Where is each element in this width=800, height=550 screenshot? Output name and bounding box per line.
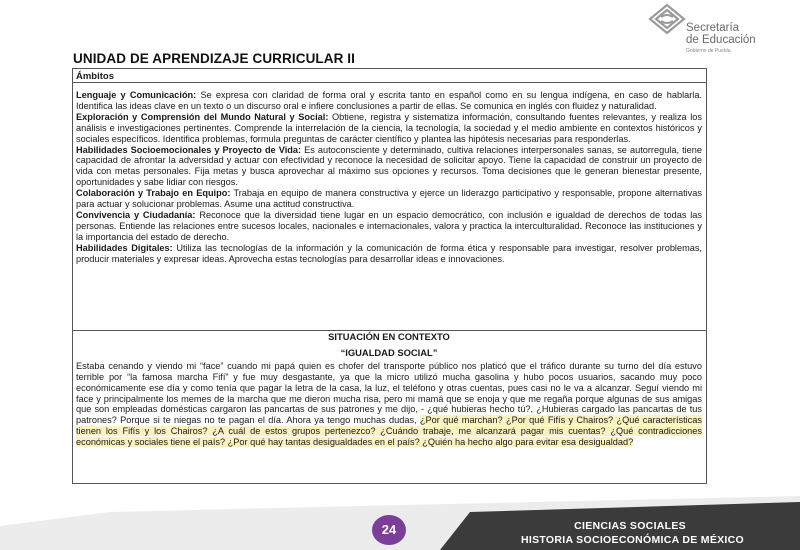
questions-intro: Ahora ya tengo muchas dudas, [286,415,420,426]
context-story: Estaba cenando y viendo mi “face” cuando mi papá quien es chofer del transporte público nos platicó que el tráfico durante su turno del día estuvo terrible por “la famosa marcha Fifí” y fue muy desgastante, ya que la micro utilizó mucha gasolina y hubo pocos usuarios, sacando muy poco económicamente ese día y como tenía que pagar la letra de la casa, la luz, el teléfono y otras cuentas, pues casi no le va a alcanzar. Seguí viendo mi face y principalmente los memes de la marcha que me dieron mucha risa, pero mi mamá que se enoja y que me regaña porque algunas de sus amigas que son empleadas domésticas cargaron las pancartas de sus patrones y me dijo, - ¿qué hubieras hecho tú?, ¿Hubieras cargado las pancartas de tus patrones? Porque si te niegas no te pagan el día. Ahora ya tengo muchas dudas, ¿Por qué marchan? ¿Por qué Fifís y Chairos? ¿Qué características tienen los Fifís y los Chairos? ¿A cuál de estos grupos pertenezco? ¿Cuándo trabaje, me alcanzará pagar mis cuentas? ¿Qué contradicciones económicas y sociales tiene el país? ¿Por qué hay tantas desigualdades en el país? ¿Quién ha hecho algo para evitar esa desigualdad? [76,360,702,448]
unit-title: UNIDAD DE APRENDIZAJE CURRICULAR II [73,51,356,66]
ambito-item: Colaboración y Trabajo en Equipo: Trabaja en equipo de manera constructiva y ejerce un liderazgo participativo y responsable, propone alternativas para actuar y solucionar problemas. Asume una actitud constructiva. [76,188,702,210]
questions-highlight: ¿Por qué marchan? ¿Por qué Fifís y Chairos? ¿Qué características tienen los Fifís y los Chairos? ¿A cuál de estos grupos pertenezco? ¿Cuándo trabaje, me alcanzará pagar mis cuentas? ¿Qué contradicciones económicas y sociales tiene el país? ¿Por qué hay tantas desigualdades en el país? ¿Quién ha hecho algo para evitar esa desigualdad? [76,415,702,448]
secretaria-logo-icon [646,2,688,36]
context-title: SITUACIÓN EN CONTEXTO [328,331,450,342]
ambito-item: Convivencia y Ciudadanía: Reconoce que la diversidad tiene lugar en un espacio democrático, con inclusión e igualdad de derechos de todas las personas. Entiende las relaciones entre sucesos locales, nacionales e internacionales, valora y practica la interculturalidad. Reconoce las instituciones y la importancia del estado de derecho. [76,209,702,242]
context-section [73,331,706,448]
ambitos-heading: Ámbitos [73,69,706,83]
content-table [72,68,707,484]
ambito-item: Exploración y Comprensión del Mundo Natural y Social: Obtiene, registra y sistematiza información, consultando fuentes relevantes, y realiza los análisis e investigaciones pertinentes. Comprende la interrelación de la ciencia, la tecnología, la sociedad y el medio ambiente en contextos históricos y sociales específicos. Identifica problemas, formula preguntas de carácter científico y plantea las hipótesis necesarias para responderlas. [76,111,702,144]
footer-subject: CIENCIAS SOCIALES [574,520,686,532]
page-number: 24 [372,515,406,545]
ambito-item: Lenguaje y Comunicación: Se expresa con claridad de forma oral y escrita tanto en español como en su lengua indígena, en caso de hablarla. Identifica las ideas clave en un texto o un discurso oral e infiere conclusiones a partir de ellas. Se comunica en inglés con fluidez y naturalidad. [76,90,703,111]
ambito-item: Habilidades Digitales: Utiliza las tecnologías de la información y la comunicación de forma ética y responsable para investigar, resolver problemas, producir materiales y expresar ideas. Aprovecha estas tecnologías para desarrollar ideas e innovaciones. [76,242,702,264]
org-name: Secretaría de Educación [686,22,756,46]
context-subtitle: “IGUALDAD SOCIAL” [340,346,438,358]
ambitos-list [73,83,706,331]
footer-course: HISTORIA SOCIOECONÓMICA DE MÉXICO [520,534,744,546]
org-subtitle: Gobierno de Puebla [686,48,731,54]
ambito-item: Habilidades Socioemocionales y Proyecto de Vida: Es autoconsciente y determinado, cultiva relaciones interpersonales sanas, se autorregula, tiene capacidad de afrontar la adversidad y actuar con efectividad y reconoce la necesidad de solicitar apoyo. Tiene la capacidad de construir un proyecto de vida con metas personales. Fija metas y busca aprovechar al máximo sus opciones y recursos. Toma decisiones que le generan bienestar presente, oportunidades y sabe lidiar con riesgos. [76,144,702,188]
